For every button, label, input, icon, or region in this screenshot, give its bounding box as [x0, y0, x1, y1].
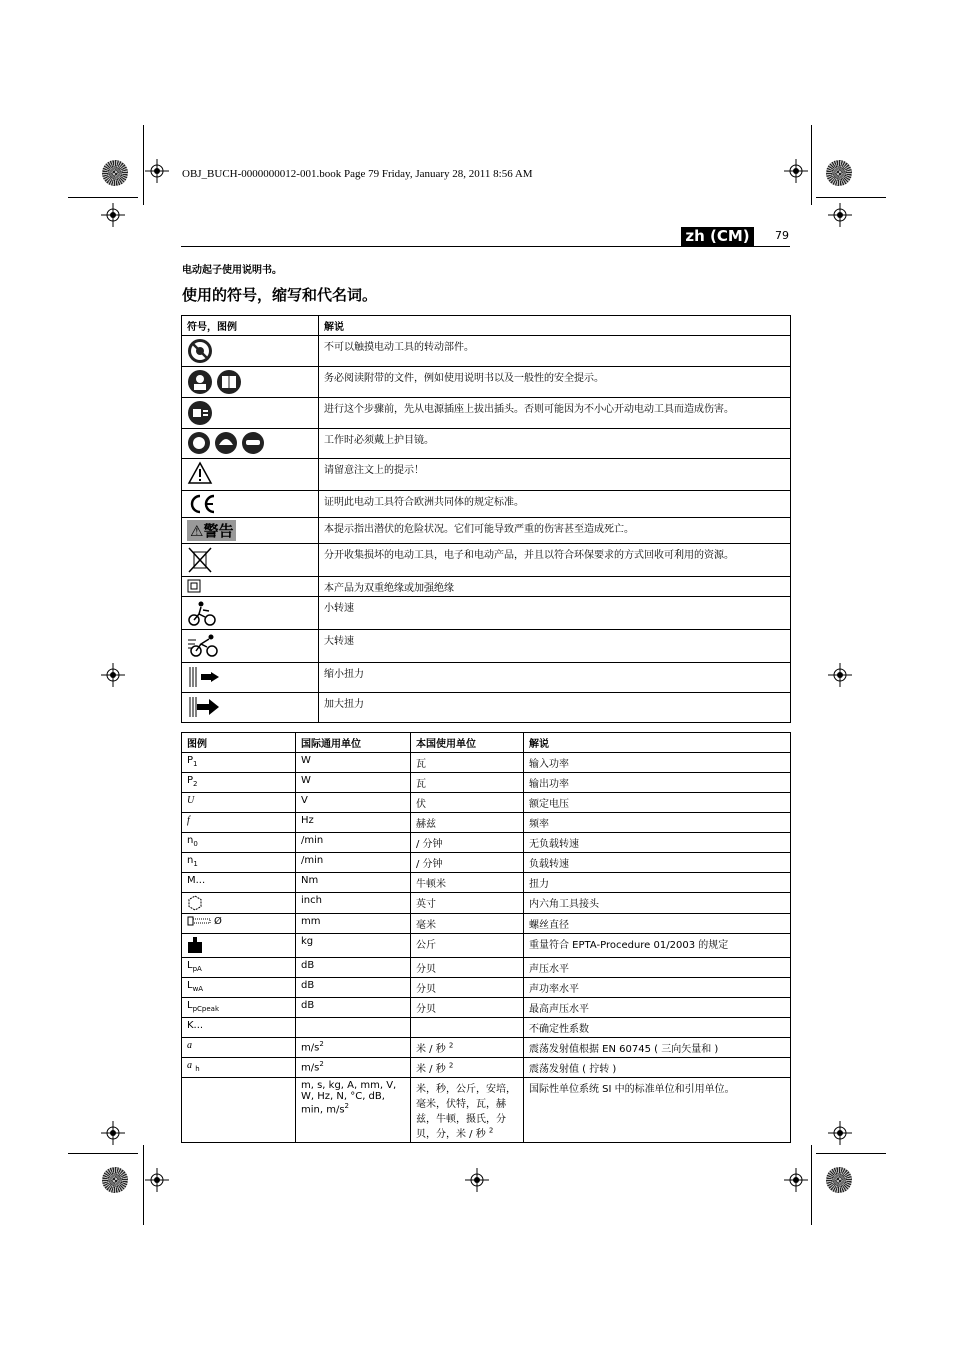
local-unit: [411, 1018, 524, 1038]
local-unit: 公斤: [411, 934, 524, 958]
manual-subtitle: 电动起子使用说明书。: [182, 265, 282, 276]
local-unit-superscript: 2: [448, 1061, 454, 1070]
unit-description: 内六角工具接头: [524, 893, 791, 914]
table-row: [182, 793, 791, 813]
section-heading: 使用的符号，缩写和代名词。: [182, 286, 378, 304]
unit-symbol: n: [187, 855, 194, 866]
table-row: [182, 813, 791, 833]
si-unit: m, s, kg, A, mm, V, W, Hz, N, °C, dB, min, m/s: [301, 1080, 397, 1116]
unit-symbol: L: [187, 960, 193, 971]
unit-description: 无负载转速: [524, 833, 791, 853]
table-header-row: [182, 733, 791, 753]
unit-description: 重量符合 EPTA-Procedure 01/2003 的规定: [524, 934, 791, 958]
si-unit: kg: [296, 934, 411, 958]
unit-description: 不确定性系数: [524, 1018, 791, 1038]
crosshair-icon: [828, 203, 852, 227]
warning-label-text: 警告: [203, 522, 234, 540]
si-unit: m/s: [301, 1042, 320, 1054]
local-unit: 米 / 秒: [416, 1064, 449, 1075]
local-unit-superscript: 2: [488, 1126, 494, 1135]
unit-symbol: Ø: [214, 916, 222, 927]
safety-person-icon: [187, 369, 213, 395]
local-unit: 分贝: [411, 998, 524, 1018]
table-row: [182, 893, 791, 914]
symbol-description: 本产品为双重绝缘或加强绝缘: [319, 577, 791, 597]
unit-symbol: K...: [187, 1020, 204, 1031]
table-row: [182, 367, 791, 398]
table-row: [182, 544, 791, 577]
crop-line: [816, 197, 886, 198]
unit-description: 频率: [524, 813, 791, 833]
crop-line: [68, 1153, 138, 1154]
crop-line: [143, 1145, 144, 1225]
table-row: [182, 1038, 791, 1058]
si-unit: inch: [296, 893, 411, 914]
crosshair-icon: [828, 1121, 852, 1145]
local-unit: 米，秒，公斤，安培，毫米，伏特，瓦，赫兹，牛顿，摄氏，分贝，分，米 / 秒: [416, 1084, 516, 1140]
table-row: [182, 693, 791, 723]
crosshair-icon: [101, 1121, 125, 1145]
si-unit: dB: [296, 958, 411, 978]
unit-symbol: M...: [187, 875, 206, 886]
table-row: [182, 518, 791, 544]
si-unit: m/s: [301, 1062, 320, 1074]
symbol-description: 务必阅读附带的文件，例如使用说明书以及一般性的安全提示。: [319, 367, 791, 398]
fast-bike-icon: [187, 632, 221, 658]
registration-disc-icon: [826, 160, 852, 186]
unit-symbol-subscript: 0: [193, 840, 198, 848]
unit-symbol-subscript: pCpeak: [192, 1005, 220, 1013]
unit-description: 螺丝直径: [524, 914, 791, 934]
table-row: [182, 336, 791, 367]
weee-bin-icon: [187, 546, 213, 574]
registration-disc-icon: [102, 160, 128, 186]
si-unit: [296, 1018, 411, 1038]
si-unit: /min: [296, 833, 411, 853]
si-unit: /min: [296, 853, 411, 873]
table-row: [182, 491, 791, 518]
table-row: [182, 459, 791, 491]
crop-line: [811, 125, 812, 205]
crosshair-icon: [465, 1168, 489, 1192]
column-header-explain: 解说: [524, 733, 791, 753]
unit-symbol-subscript: h: [195, 1065, 200, 1073]
screw-diameter-icon: [187, 916, 211, 926]
column-header-symbol: 符号，图例: [182, 316, 319, 336]
local-unit: 瓦: [411, 773, 524, 793]
unplug-icon: [187, 400, 213, 426]
crosshair-icon: [784, 1168, 808, 1192]
unit-symbol: n: [187, 835, 194, 846]
si-unit: W: [296, 753, 411, 773]
crop-line: [811, 1145, 812, 1225]
symbol-description: 缩小扭力: [319, 663, 791, 693]
table-row: [182, 914, 791, 934]
units-table: [181, 732, 791, 1143]
unit-symbol: P: [187, 755, 194, 766]
unit-symbol-subscript: 2: [193, 780, 198, 788]
table-row: [182, 597, 791, 630]
registration-disc-icon: [102, 1167, 128, 1193]
si-unit: Hz: [296, 813, 411, 833]
double-insulation-icon: [187, 579, 201, 593]
local-unit: / 分钟: [411, 853, 524, 873]
table-row: [182, 833, 791, 853]
column-header-legend: 图例: [182, 733, 296, 753]
local-unit-superscript: 2: [448, 1041, 454, 1050]
unit-description: 额定电压: [524, 793, 791, 813]
weight-icon: [187, 936, 203, 954]
slow-bike-icon: [187, 599, 217, 627]
table-row: [182, 663, 791, 693]
unit-description: 国际性单位系统 SI 中的标准单位和引用单位。: [524, 1078, 791, 1143]
table-row: [182, 577, 791, 597]
local-unit: 英寸: [411, 893, 524, 914]
local-unit: 瓦: [411, 753, 524, 773]
symbol-description: 分开收集损坏的电动工具，电子和电动产品，并且以符合环保要求的方式回收可利用的资源。: [319, 544, 791, 577]
si-unit-superscript: 2: [344, 1102, 350, 1110]
si-unit: V: [296, 793, 411, 813]
page-number: 79: [775, 229, 789, 242]
crop-line: [68, 197, 138, 198]
symbol-description: 加大扭力: [319, 693, 791, 723]
unit-description: 扭力: [524, 873, 791, 893]
si-unit: Nm: [296, 873, 411, 893]
column-header-local-unit: 本国使用单位: [411, 733, 524, 753]
read-manual-icon: [216, 369, 242, 395]
local-unit: 牛顿米: [411, 873, 524, 893]
unit-symbol: f: [187, 815, 190, 826]
crosshair-icon: [828, 663, 852, 687]
table-row: [182, 429, 791, 459]
unit-symbol-subscript: 1: [193, 860, 198, 868]
table-row: [182, 398, 791, 429]
symbol-description: 请留意注文上的提示！: [319, 459, 791, 491]
registration-disc-icon: [826, 1167, 852, 1193]
hex-socket-icon: [187, 895, 203, 911]
table-row: [182, 1078, 791, 1143]
symbol-description: 不可以触摸电动工具的转动部件。: [319, 336, 791, 367]
symbol-description: 工作时必须戴上护目镜。: [319, 429, 791, 459]
ce-mark-icon: [187, 493, 217, 515]
symbol-description: 小转速: [319, 597, 791, 630]
table-row: [182, 978, 791, 998]
symbol-description: 大转速: [319, 630, 791, 663]
symbol-description: 进行这个步骤前，先从电源插座上拔出插头。否则可能因为不小心开动电动工具而造成伤害。: [319, 398, 791, 429]
si-unit: dB: [296, 998, 411, 1018]
unit-symbol-subscript: wA: [192, 985, 204, 993]
local-unit: 米 / 秒: [416, 1044, 449, 1055]
unit-symbol-subscript: 1: [193, 760, 198, 768]
language-badge: zh (CM): [681, 227, 754, 246]
local-unit: 伏: [411, 793, 524, 813]
symbol-description: 证明此电动工具符合欧洲共同体的规定标准。: [319, 491, 791, 518]
unit-description: 声压水平: [524, 958, 791, 978]
file-header-note: OBJ_BUCH-0000000012-001.book Page 79 Friday, January 28, 2011 8:56 AM: [182, 168, 533, 180]
unit-description: 输入功率: [524, 753, 791, 773]
table-row: [182, 853, 791, 873]
warning-label-icon: ⚠警告: [187, 520, 236, 541]
crosshair-icon: [145, 159, 169, 183]
crosshair-icon: [145, 1168, 169, 1192]
unit-description: 最高声压水平: [524, 998, 791, 1018]
crop-line: [816, 1153, 886, 1154]
unit-symbol: a: [187, 1060, 192, 1071]
eye-protection-icon: [241, 431, 265, 455]
table-row: [182, 998, 791, 1018]
table-row: [182, 753, 791, 773]
si-unit: W: [296, 773, 411, 793]
unit-symbol: U: [187, 795, 195, 806]
unit-symbol-subscript: pA: [192, 965, 202, 973]
symbols-table: [181, 315, 791, 723]
local-unit: 分贝: [411, 978, 524, 998]
unit-description: 声功率水平: [524, 978, 791, 998]
table-row: [182, 958, 791, 978]
unit-symbol: P: [187, 775, 194, 786]
caution-triangle-icon: [187, 461, 213, 485]
si-unit: mm: [296, 914, 411, 934]
unit-description: 震荡发射值根据 EN 60745 ( 三向矢量和 ): [524, 1038, 791, 1058]
crosshair-icon: [101, 663, 125, 687]
table-row: [182, 630, 791, 663]
table-row: [182, 934, 791, 958]
header-rule: [181, 246, 790, 247]
helmet-icon: [214, 431, 238, 455]
crop-line: [143, 125, 144, 205]
si-unit-superscript: 2: [319, 1040, 324, 1048]
table-row: [182, 1058, 791, 1078]
local-unit: / 分钟: [411, 833, 524, 853]
unit-description: 负载转速: [524, 853, 791, 873]
table-header-row: [182, 316, 791, 336]
unit-symbol: L: [187, 980, 193, 991]
table-row: [182, 1018, 791, 1038]
si-unit: dB: [296, 978, 411, 998]
unit-description: 震荡发射值 ( 拧转 ): [524, 1058, 791, 1078]
unit-description: 输出功率: [524, 773, 791, 793]
torque-increase-icon: [187, 695, 221, 719]
crosshair-icon: [784, 159, 808, 183]
crosshair-icon: [101, 203, 125, 227]
local-unit: 毫米: [411, 914, 524, 934]
local-unit: 赫兹: [411, 813, 524, 833]
unit-symbol: a: [187, 1040, 192, 1051]
column-header-si-unit: 国际通用单位: [296, 733, 411, 753]
torque-decrease-icon: [187, 665, 221, 689]
symbol-description: 本提示指出潜伏的危险状况。它们可能导致严重的伤害甚至造成死亡。: [319, 518, 791, 544]
column-header-explain: 解说: [319, 316, 791, 336]
ear-protection-icon: [187, 431, 211, 455]
unit-symbol: L: [187, 1000, 193, 1011]
no-touch-rotating-icon: [187, 338, 213, 364]
table-row: [182, 873, 791, 893]
si-unit-superscript: 2: [319, 1060, 324, 1068]
local-unit: 分贝: [411, 958, 524, 978]
table-row: [182, 773, 791, 793]
